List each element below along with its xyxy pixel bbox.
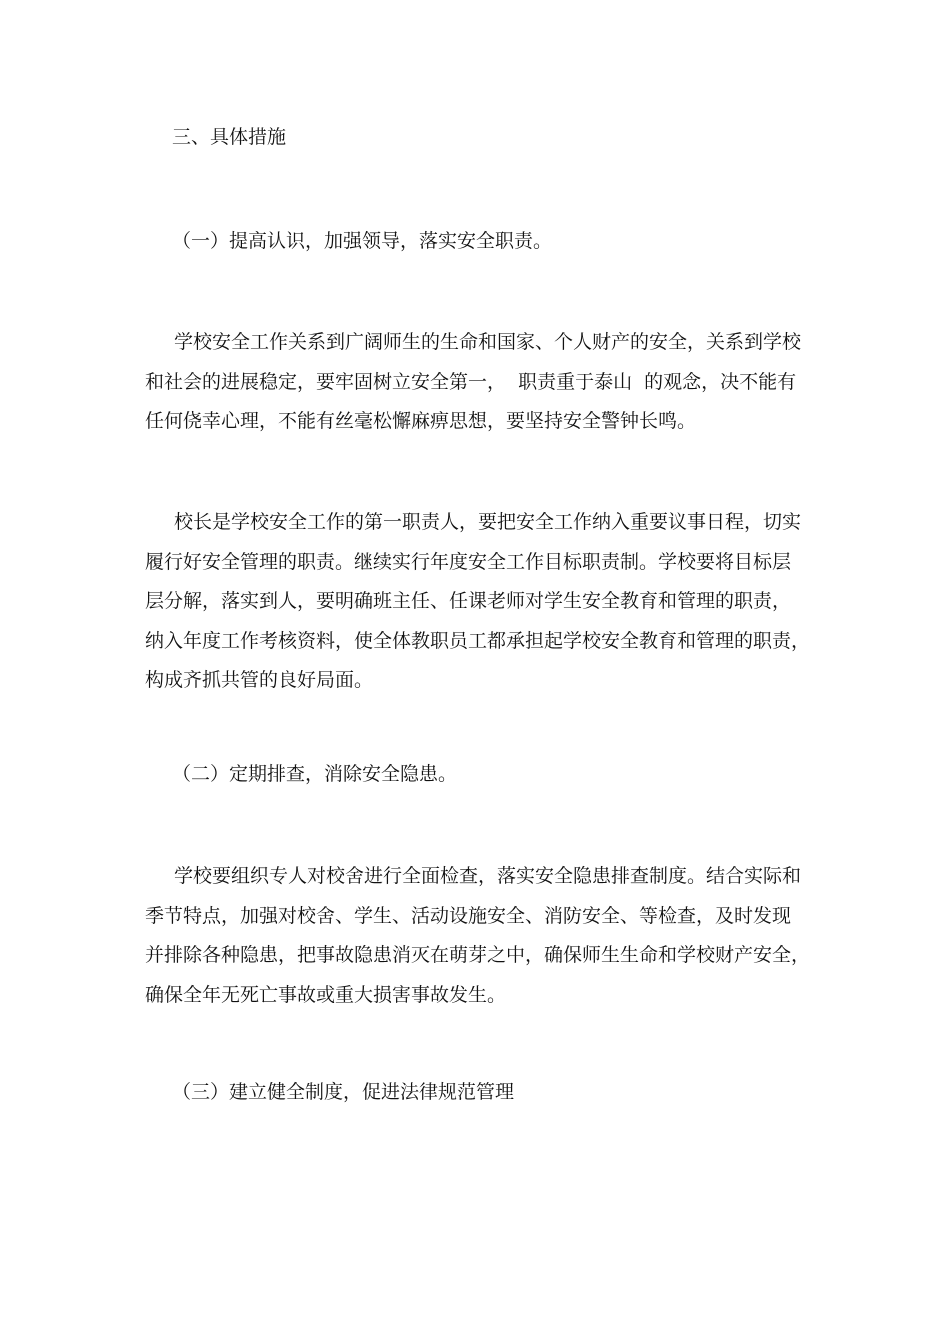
paragraph-line: 和社会的进展稳定，要牢固树立安全第一， 职责重于泰山 的观念，决不能有 (145, 370, 797, 393)
paragraph-line: 校长是学校安全工作的第一职责人，要把安全工作纳入重要议事日程，切实 (174, 511, 802, 533)
paragraph-line: 任何侥幸心理，不能有丝毫松懈麻痹思想，要坚持安全警钟长鸣。 (145, 410, 697, 432)
paragraph-line: 学校安全工作关系到广阔师生的生命和国家、个人财产的安全，关系到学校 (174, 331, 802, 353)
paragraph-line: 季节特点，加强对校舍、学生、活动设施安全、消防安全、等检查，及时发现 (145, 904, 792, 927)
paragraph-line: 构成齐抓共管的良好局面。 (145, 669, 374, 691)
subsection-1-paragraph-1 (145, 323, 805, 442)
subsection-3-title: （三）建立健全制度，促进法律规范管理 (172, 1081, 515, 1103)
subsection-1-paragraph-2 (145, 503, 811, 701)
subsection-2-title: （二）定期排查，消除安全隐患。 (172, 763, 458, 785)
paragraph-line: 纳入年度工作考核资料，使全体教职员工都承担起学校安全教育和管理的职责， (145, 629, 811, 652)
paragraph-line: 确保全年无死亡事故或重大损害事故发生。 (145, 983, 507, 1006)
paragraph-line: 并排除各种隐患，把事故隐患消灭在萌芽之中，确保师生生命和学校财产安全， (145, 944, 811, 966)
section-title: 三、具体措施 (172, 126, 287, 148)
paragraph-line: 履行好安全管理的职责。继续实行年度安全工作目标职责制。学校要将目标层 (145, 550, 792, 573)
paragraph-line: 层分解，落实到人，要明确班主任、任课老师对学生安全教育和管理的职责， (145, 590, 792, 612)
subsection-2-paragraph-1 (145, 857, 811, 1015)
subsection-1-title: （一）提高认识，加强领导，落实安全职责。 (172, 230, 553, 252)
paragraph-line: 学校要组织专人对校舍进行全面检查，落实安全隐患排查制度。结合实际和 (174, 865, 802, 887)
